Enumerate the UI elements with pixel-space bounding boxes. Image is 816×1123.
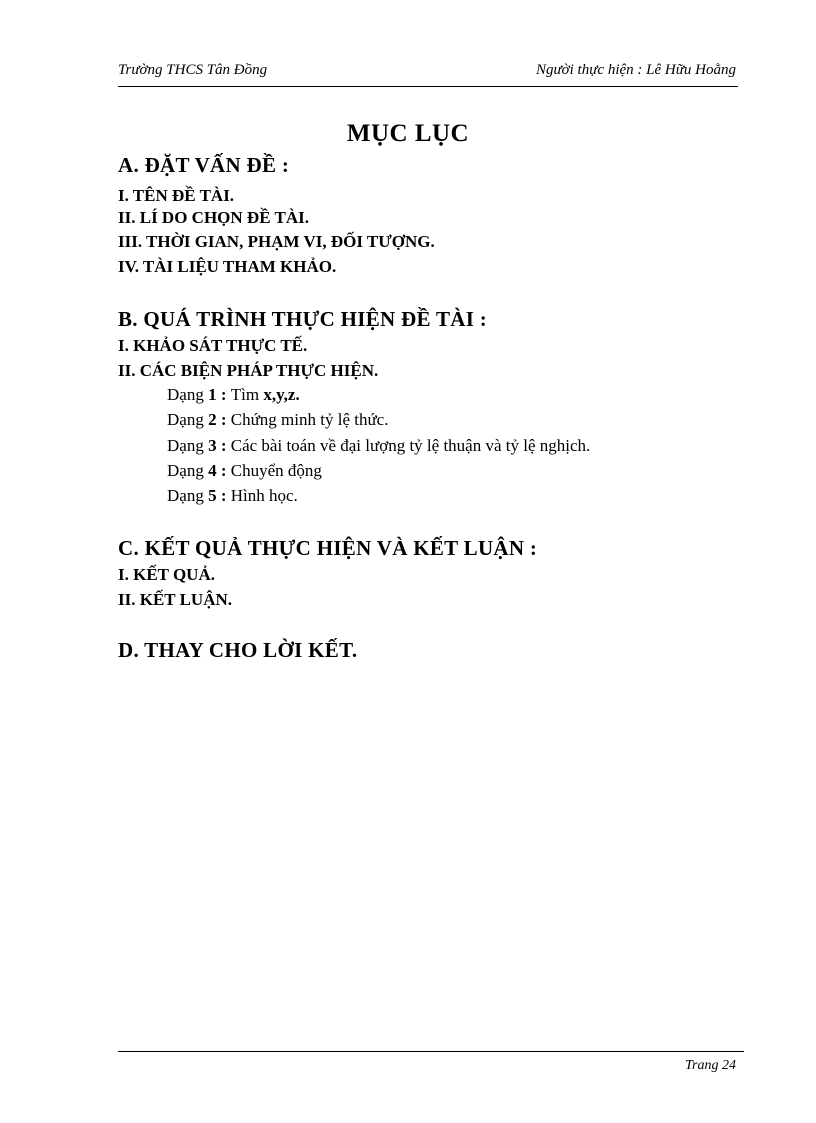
section-b-item-1: I. KHẢO SÁT THỰC TẾ. xyxy=(118,336,308,355)
section-c-item-1: I. KẾT QUẢ. xyxy=(118,565,215,584)
section-a-item-1: I. TÊN ĐỀ TÀI. xyxy=(118,186,235,205)
subitem-dang-3 xyxy=(167,436,590,456)
subitem-text: Chuyển động xyxy=(230,461,322,480)
subitem-label-number: 3 : xyxy=(208,436,231,455)
subitem-dang-5 xyxy=(167,486,298,506)
subitem-label xyxy=(167,486,231,505)
section-b-heading: B. QUÁ TRÌNH THỰC HIỆN ĐỀ TÀI : xyxy=(118,307,488,331)
subitem-label xyxy=(167,436,231,455)
subitem-label-number: 2 : xyxy=(208,410,231,429)
subitem-label-word: Dạng xyxy=(167,436,209,455)
subitem-label-word: Dạng xyxy=(167,385,209,404)
section-a-item-4: IV. TÀI LIỆU THAM KHẢO. xyxy=(118,257,337,276)
section-a-item-3: III. THỜI GIAN, PHẠM VI, ĐỐI TƯỢNG. xyxy=(118,232,435,251)
section-c-heading: C. KẾT QUẢ THỰC HIỆN VÀ KẾT LUẬN : xyxy=(118,536,538,560)
section-b-item-2: II. CÁC BIỆN PHÁP THỰC HIỆN. xyxy=(118,361,379,380)
subitem-label xyxy=(167,385,231,404)
subitem-label xyxy=(167,410,231,429)
subitem-dang-2 xyxy=(167,410,388,430)
section-d-heading: D. THAY CHO LỜI KẾT. xyxy=(118,638,358,662)
subitem-text: Các bài toán về đại lượng tỷ lệ thuận và tỷ lệ nghịch. xyxy=(230,436,591,455)
page-number: Trang 24 xyxy=(685,1058,736,1073)
subitem-dang-1 xyxy=(167,385,300,405)
subitem-label xyxy=(167,461,231,480)
subitem-label-number: 5 : xyxy=(208,486,231,505)
subitem-label-word: Dạng xyxy=(167,410,209,429)
subitem-text: Tìm xyxy=(230,385,264,404)
section-a-heading: A. ĐẶT VẤN ĐỀ : xyxy=(118,153,290,177)
page-header xyxy=(118,62,738,87)
subitem-label-number: 4 : xyxy=(208,461,231,480)
section-a-item-2: II. LÍ DO CHỌN ĐỀ TÀI. xyxy=(118,208,309,227)
school-name: Trường THCS Tân Đồng xyxy=(118,62,268,78)
subitem-text: Chứng minh tỷ lệ thức. xyxy=(230,410,389,429)
subitem-label-number: 1 : xyxy=(208,385,231,404)
section-c-item-2: II. KẾT LUẬN. xyxy=(118,590,232,609)
subitem-label-word: Dạng xyxy=(167,461,209,480)
subitem-label-word: Dạng xyxy=(167,486,209,505)
subitem-text: Hình học. xyxy=(230,486,298,505)
page-title: MỤC LỤC xyxy=(346,120,470,147)
subitem-dang-4 xyxy=(167,461,322,481)
subitem-bold-tail: x,y,z. xyxy=(263,385,300,404)
footer-divider xyxy=(118,1051,744,1052)
author-name: Người thực hiện : Lê Hữu Hoằng xyxy=(535,62,736,78)
